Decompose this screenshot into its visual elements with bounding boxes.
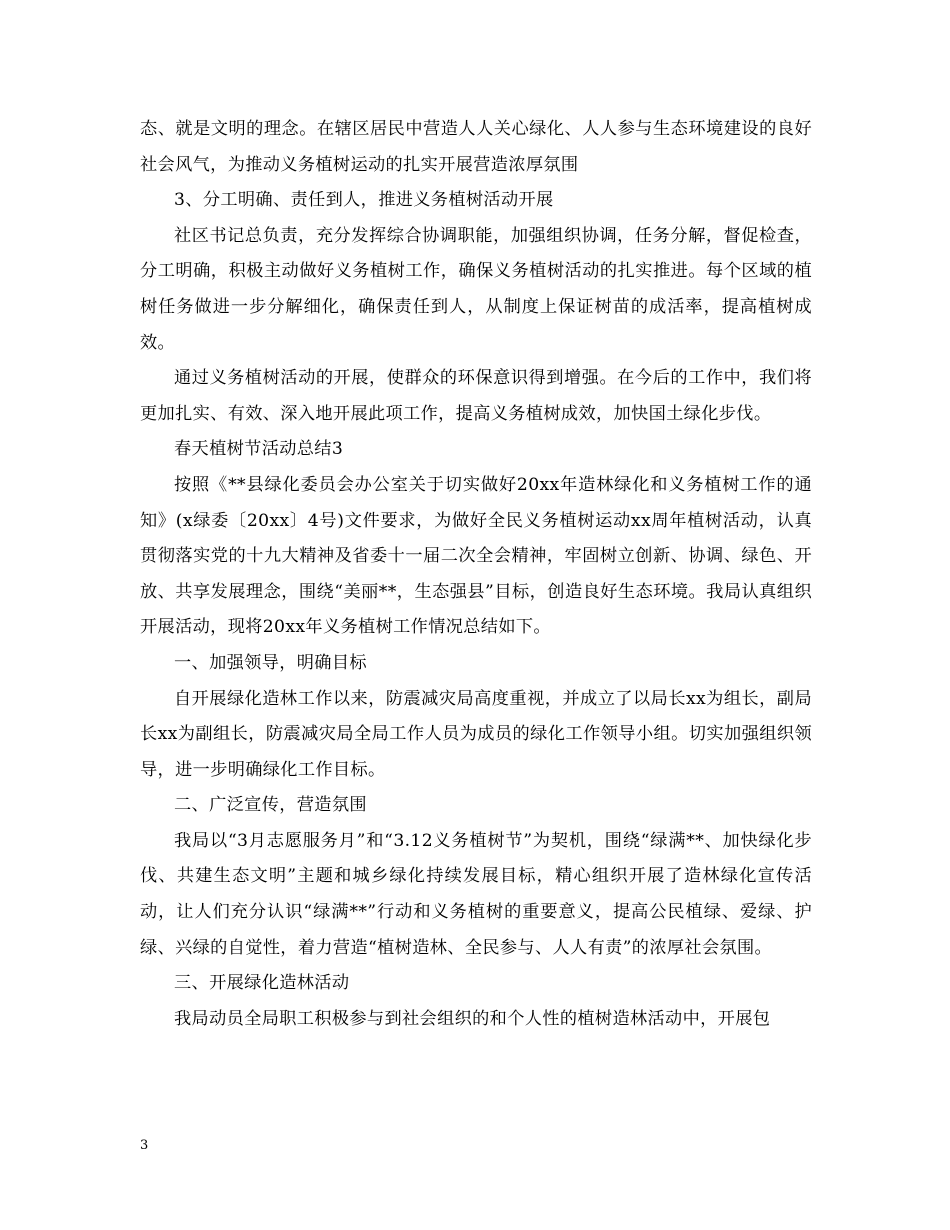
paragraph-6: 我局以“3月志愿服务月”和“3.12义务植树节”为契机，围绕“绿满**、加快绿化步伐、共建生态文明”主题和城乡绿化持续发展目标，精心组织开展了造林绿化宣传活动，让人们充分认识“绿满**”行动和义务植树的重要意义，提高公民植绿、爱绿、护绿、兴绿的自觉性，着力营造“植树造林、全民参与、人人有责”的浓厚社会氛围。: [140, 830, 812, 958]
section-heading-three: 三、开展绿化造林活动: [174, 973, 350, 994]
paragraph-4: 按照《**县绿化委员会办公室关于切实做好20xx年造林绿化和义务植树工作的通知》(x绿委〔20xx〕4号)文件要求，为做好全民义务植树运动xx周年植树活动，认真贯彻落实党的十九大精神及省委十一届二次全会精神，牢固树立创新、协调、绿色、开放、共享发展理念，围绕“美丽**，生态强县”目标，创造良好生态环境。我局认真组织开展活动，现将20xx年义务植树工作情况总结如下。: [140, 474, 812, 638]
paragraph-1: 态、就是文明的理念。在辖区居民中营造人人关心绿化、人人参与生态环境建设的良好社会风气，为推动义务植树运动的扎实开展营造浓厚氛围: [140, 119, 812, 175]
paragraph-3: 通过义务植树活动的开展，使群众的环保意识得到增强。在今后的工作中，我们将更加扎实、有效、深入地开展此项工作，提高义务植树成效，加快国土绿化步伐。: [140, 368, 812, 424]
section-heading-two: 二、广泛宣传，营造氛围: [174, 795, 367, 816]
article-title: 春天植树节活动总结3: [174, 439, 344, 460]
section-heading-one: 一、加强领导，明确目标: [174, 652, 367, 673]
page-number: 3: [140, 1138, 149, 1153]
paragraph-5: 自开展绿化造林工作以来，防震减灾局高度重视，并成立了以局长xx为组长，副局长xx为副组长，防震减灾局全局工作人员为成员的绿化工作领导小组。切实加强组织领导，进一步明确绿化工作目标。: [140, 688, 812, 780]
paragraph-2: 社区书记总负责，充分发挥综合协调职能，加强组织协调，任务分解，督促检查，分工明确，积极主动做好义务植树工作，确保义务植树活动的扎实推进。每个区域的植树任务做进一步分解细化，确保责任到人，从制度上保证树苗的成活率，提高植树成效。: [140, 225, 812, 353]
document-page: [140, 112, 812, 1037]
section-heading-3: 3、分工明确、责任到人，推进义务植树活动开展: [174, 190, 554, 211]
paragraph-7: 我局动员全局职工积极参与到社会组织的和个人性的植树造林活动中，开展包: [174, 1008, 771, 1029]
